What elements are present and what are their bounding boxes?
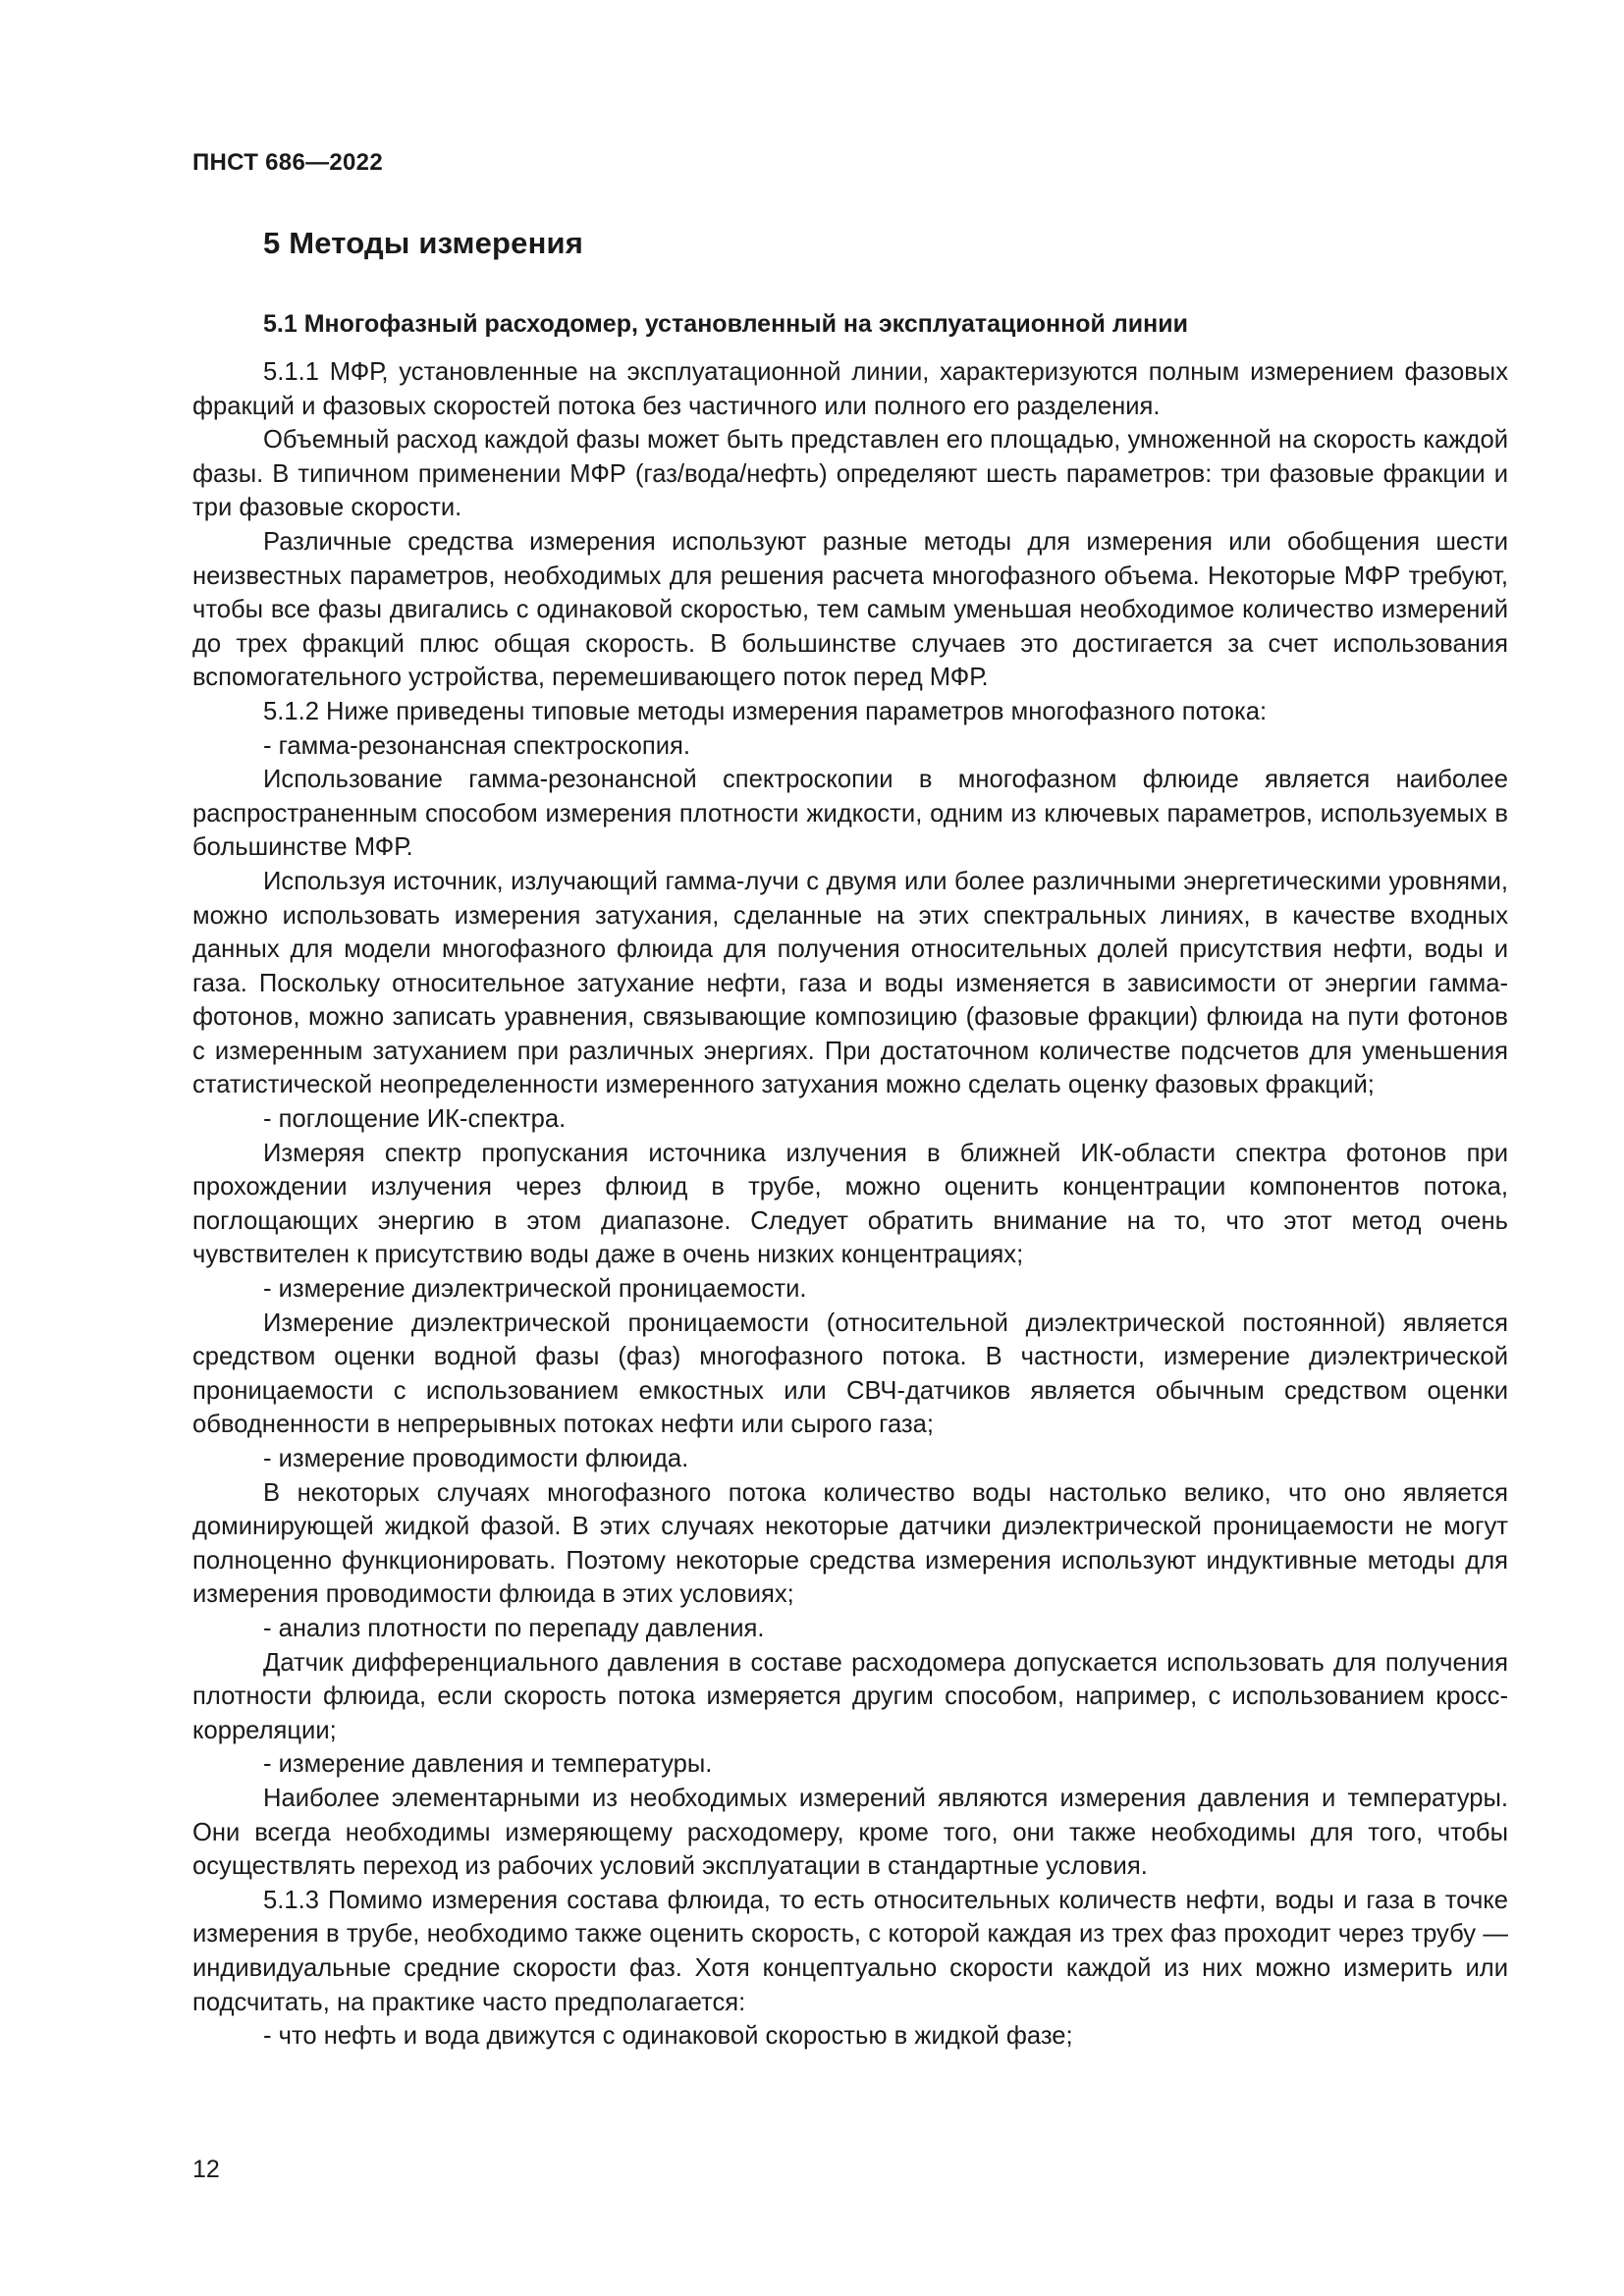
list-item: - что нефть и вода движутся с одинаковой скоростью в жидкой фазе; — [263, 2022, 1073, 2051]
paragraph: Использование гамма-резонансной спектроскопии в многофазном флюиде является наиболее распространенным способом измерения плотности жидкости, одним из ключевых параметров, используемых в большинстве МФР. — [192, 766, 1508, 862]
paragraph: Наиболее элементарными из необходимых измерений являются измерения давления и температуры. Они всегда необходимы измеряющему расходомеру, кроме того, они также необходимы для того, чтобы осуществлять переход из рабочих условий эксплуатации в стандартные условия. — [192, 1784, 1508, 1881]
paragraph-5-1-1: 5.1.1 МФР, установленные на эксплуатационной линии, характеризуются полным измерением фазовых фракций и фазовых скоростей потока без частичного или полного его разделения. — [192, 358, 1508, 420]
paragraph: В некоторых случаях многофазного потока количество воды настолько велико, что оно является доминирующей жидкой фазой. В этих случаях некоторые датчики диэлектрической проницаемости не могут полноценно функционировать. Поэтому некоторые средства измерения используют индуктивные методы для измерения проводимости флюида в этих условиях; — [192, 1478, 1508, 1609]
paragraph: Используя источник, излучающий гамма-лучи с двумя или более различными энергетическими уровнями, можно использовать измерения затухания, сделанные на этих спектральных линиях, в качестве входных данных для модели многофазного флюида для получения относительных долей присутствия нефти, воды и газа. Поскольку относительное затухание нефти, газа и воды изменяется в зависимости от энергии гамма-фотонов, можно записать уравнения, связывающие композицию (фазовые фракции) флюида на пути фотонов с измеренным затуханием при различных энергиях. При достаточном количестве подсчетов для уменьшения статистической неопределенности измеренного затухания можно сделать оценку фазовых фракций; — [192, 867, 1508, 1099]
body-text — [192, 355, 1508, 2054]
paragraph-5-1-3: 5.1.3 Помимо измерения состава флюида, то есть относительных количеств нефти, воды и газа в точке измерения в трубе, необходимо также оценить скорость, с которой каждая из трех фаз проходит через трубу — индивидуальные средние скорости фаз. Хотя концептуально скорости каждой из них можно измерить или подсчитать, на практике часто предполагается: — [192, 1886, 1508, 2016]
list-item: - измерение давления и температуры. — [263, 1750, 713, 1779]
page-number: 12 — [192, 2156, 220, 2183]
paragraph: Датчик дифференциального давления в составе расходомера допускается использовать для получения плотности флюида, если скорость потока измеряется другим способом, например, с использованием кросс-корреляции; — [192, 1648, 1508, 1744]
subsection-title: 5.1 Многофазный расходомер, установленный на эксплуатационной линии — [263, 310, 1188, 338]
paragraph: Различные средства измерения используют разные методы для измерения или обобщения шести неизвестных параметров, необходимых для решения расчета многофазного объема. Некоторые МФР требуют, чтобы все фазы двигались с одинаковой скоростью, тем самым уменьшая необходимое количество измерений до трех фракций плюс общая скорость. В большинстве случаев это достигается за счет использования вспомогательного устройства, перемешивающего поток перед МФР. — [192, 527, 1508, 692]
document-code: ПНСТ 686—2022 — [192, 149, 383, 176]
section-title: 5 Методы измерения — [263, 226, 584, 260]
paragraph: Измеряя спектр пропускания источника излучения в ближней ИК-области спектра фотонов при прохождении излучения через флюид в трубе, можно оценить концентрации компонентов потока, поглощающих энергию в этом диапазоне. Следует обратить внимание на то, что этот метод очень чувствителен к присутствию воды даже в очень низких концентрациях; — [192, 1139, 1508, 1269]
list-item: - поглощение ИК-спектра. — [263, 1105, 567, 1134]
list-item: - измерение диэлектрической проницаемости. — [263, 1275, 807, 1304]
paragraph: Измерение диэлектрической проницаемости (относительной диэлектрической постоянной) является средством оценки водной фазы (фаз) многофазного потока. В частности, измерение диэлектрической проницаемости с использованием емкостных или СВЧ-датчиков является обычным средством оценки обводненности в непрерывных потоках нефти или сырого газа; — [192, 1308, 1508, 1439]
paragraph: Объемный расход каждой фазы может быть представлен его площадью, умноженной на скорость каждой фазы. В типичном применении МФР (газ/вода/нефть) определяют шесть параметров: три фазовые фракции и три фазовые скорости. — [192, 426, 1508, 522]
list-item: - измерение проводимости флюида. — [263, 1445, 689, 1472]
list-item: - анализ плотности по перепаду давления. — [263, 1614, 765, 1642]
paragraph-5-1-2: 5.1.2 Ниже приведены типовые методы измерения параметров многофазного потока: — [263, 697, 1268, 725]
list-item: - гамма-резонансная спектроскопия. — [263, 731, 691, 760]
